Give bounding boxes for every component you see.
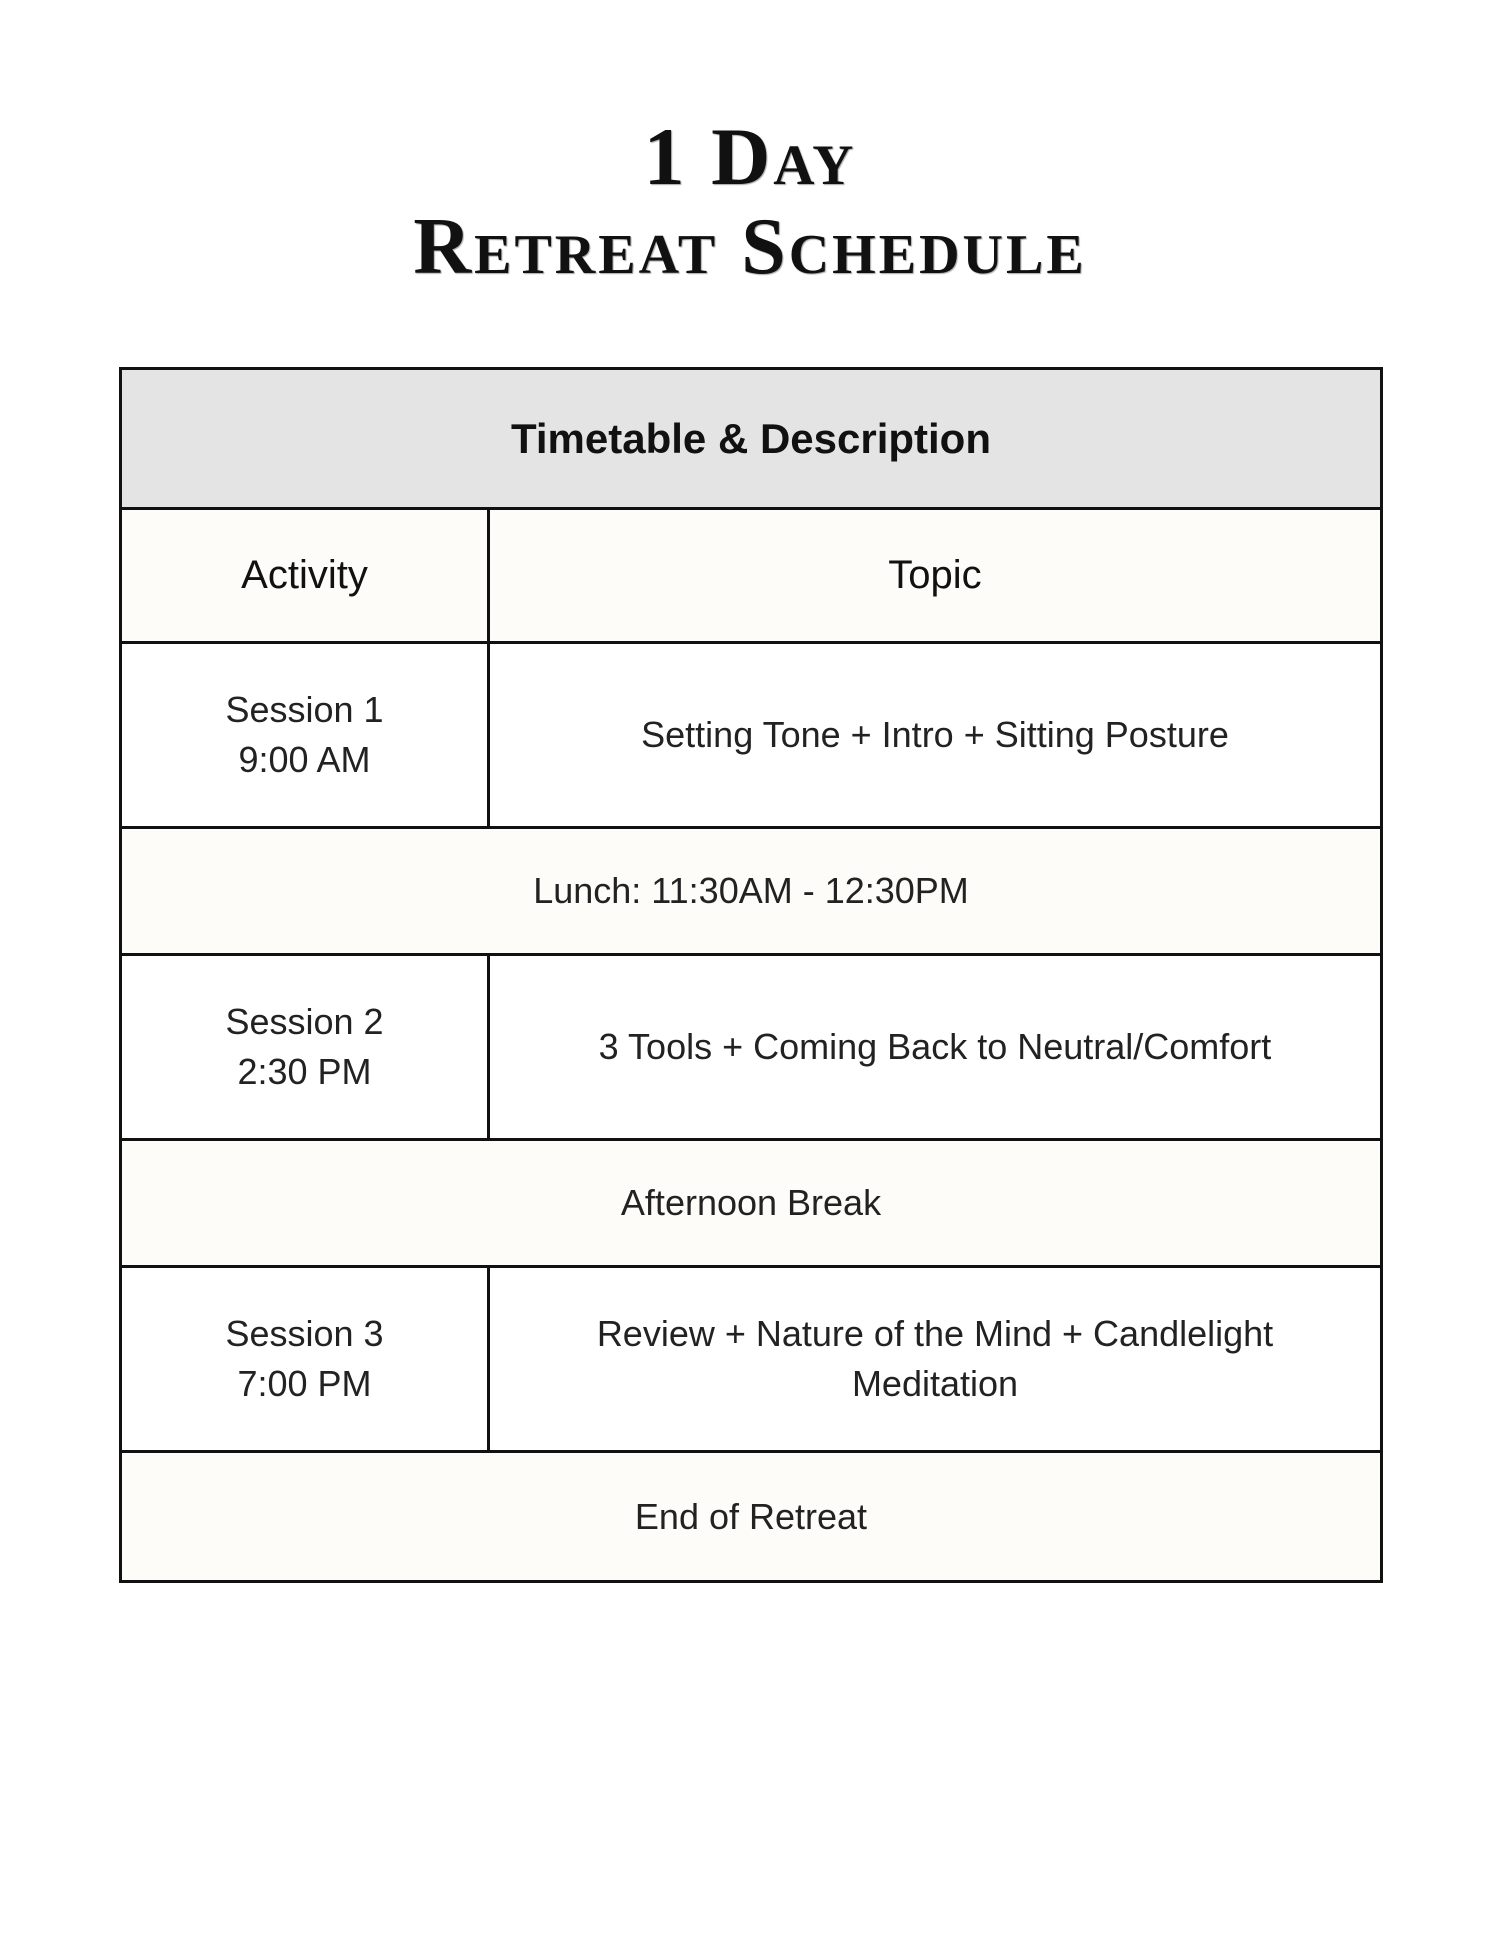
activity-cell xyxy=(122,956,490,1138)
table-header-row xyxy=(122,370,1380,510)
session-time: 9:00 AM xyxy=(238,739,371,780)
table-row-session-2 xyxy=(122,956,1380,1141)
page-title-line-1: 1 Day xyxy=(643,111,857,202)
table-header: Timetable & Description xyxy=(510,414,991,462)
schedule-table xyxy=(119,367,1383,1583)
page-title-line-2: Retreat Schedule xyxy=(413,203,1087,291)
session-name: Session 3 xyxy=(225,1313,384,1354)
end-of-retreat: End of Retreat xyxy=(634,1495,868,1537)
session-time: 2:30 PM xyxy=(237,1051,372,1092)
activity-cell xyxy=(122,1268,490,1450)
session-time: 7:00 PM xyxy=(237,1363,372,1404)
activity-cell xyxy=(122,644,490,826)
lunch-break: Lunch: 11:30AM - 12:30PM xyxy=(533,870,969,911)
table-row-end xyxy=(122,1453,1380,1580)
session-name: Session 2 xyxy=(225,1001,384,1042)
table-row-afternoon-break xyxy=(122,1141,1380,1268)
session-topic: Review + Nature of the Mind + Candlelight Meditation xyxy=(596,1313,1274,1404)
table-row-lunch xyxy=(122,829,1380,956)
session-name: Session 1 xyxy=(225,689,384,730)
column-header-row xyxy=(122,510,1380,644)
session-topic: 3 Tools + Coming Back to Neutral/Comfort xyxy=(598,1026,1272,1067)
activity-column-header-cell xyxy=(122,510,490,641)
topic-cell xyxy=(490,1268,1380,1450)
table-row-session-3 xyxy=(122,1268,1380,1453)
table-row-session-1 xyxy=(122,644,1380,829)
topic-cell xyxy=(490,644,1380,826)
afternoon-break: Afternoon Break xyxy=(620,1182,882,1223)
session-topic: Setting Tone + Intro + Sitting Posture xyxy=(641,714,1229,755)
topic-column-header: Topic xyxy=(888,553,982,597)
topic-cell xyxy=(490,956,1380,1138)
topic-column-header-cell xyxy=(490,510,1380,641)
activity-column-header: Activity xyxy=(241,553,368,597)
